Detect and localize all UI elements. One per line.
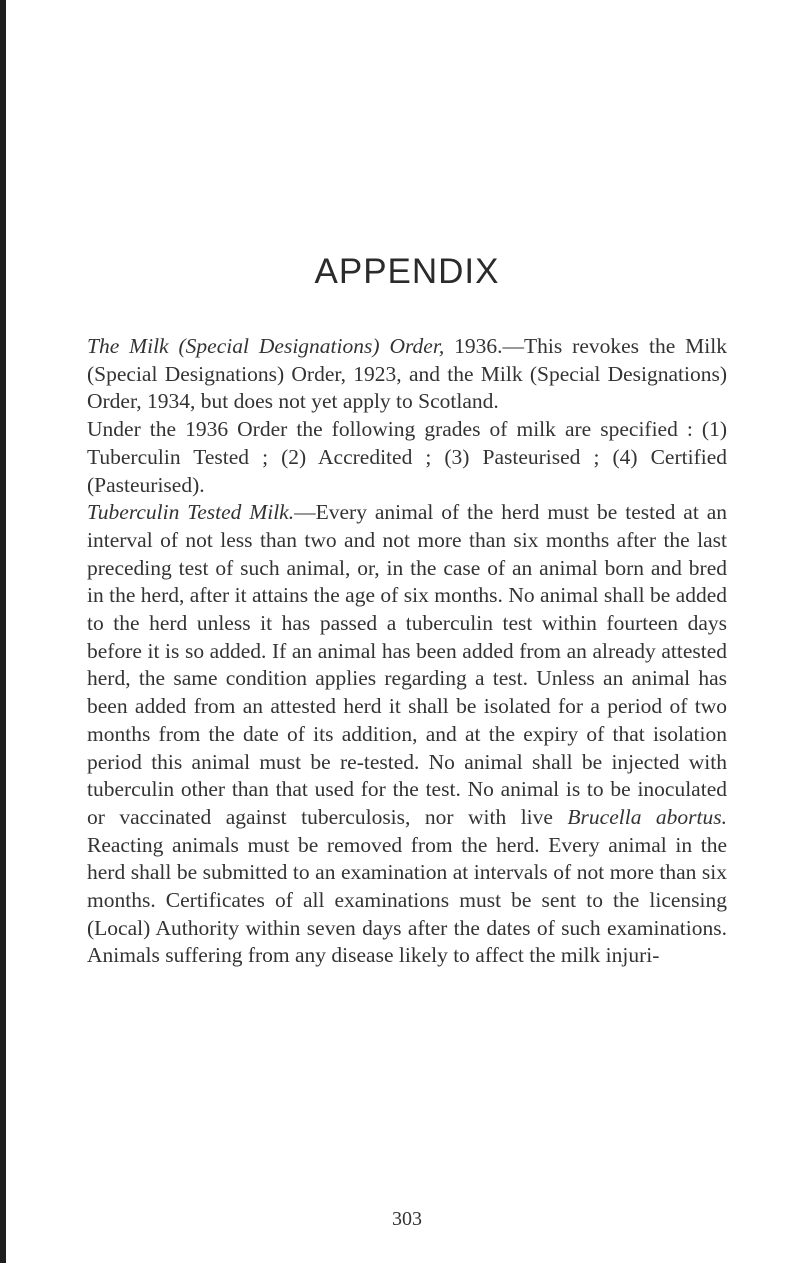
paragraph-text: Under the 1936 Order the following grades of milk are specified : (1) Tuberculin Tested ; (2) Accredited ; (3) Pasteurised ; (4) Certified (Pasteurised). bbox=[87, 417, 727, 497]
paragraph-grades bbox=[87, 416, 727, 499]
body-text bbox=[87, 333, 727, 970]
book-spine-edge bbox=[0, 0, 6, 1263]
paragraph-tuberculin-tested bbox=[87, 499, 727, 970]
paragraph-text: Reacting animals must be removed from the herd. Every animal in the herd shall be submitted to an examination at intervals of not more than six months. Certificates of all examinations must be sent to the licensing (Local) Authority within seven days after the dates of such examinations. Animals suffering from any disease likely to affect the milk injuri- bbox=[87, 832, 727, 968]
section-title: Tuberculin Tested Milk. bbox=[87, 500, 295, 525]
paragraph-text: 1936.—This revokes the Milk (Special Designations) Order, 1923, and the Milk (Special Designations) Order, 1934, but does not yet apply to Scotland. bbox=[87, 334, 727, 414]
appendix-heading: APPENDIX bbox=[314, 252, 500, 291]
page-number: 303 bbox=[392, 1208, 422, 1230]
paragraph-text: —Every animal of the herd must be tested at an interval of not less than two and not more than six months after the last preceding test of such animal, or, in the case of an animal born and bred in the herd, after it attains the age of six months. No animal shall be added to the herd unless it has passed a tuberculin test within fourteen days before it is so added. If an animal has been added from an already attested herd, the same condition applies regarding a test. Unless an animal has been added from an attested herd it shall be isolated for a period of two months from the date of its addition, and at the expiry of that isolation period this animal must be re-tested. No animal shall be injected with tuberculin other than that used for the test. No animal is to be inoculated or vaccinated against tuberculosis, nor with live bbox=[87, 500, 727, 829]
paragraph-order-intro bbox=[87, 333, 727, 416]
order-title: The Milk (Special Designations) Order, bbox=[87, 334, 445, 358]
species-name: Brucella abortus. bbox=[567, 804, 727, 829]
